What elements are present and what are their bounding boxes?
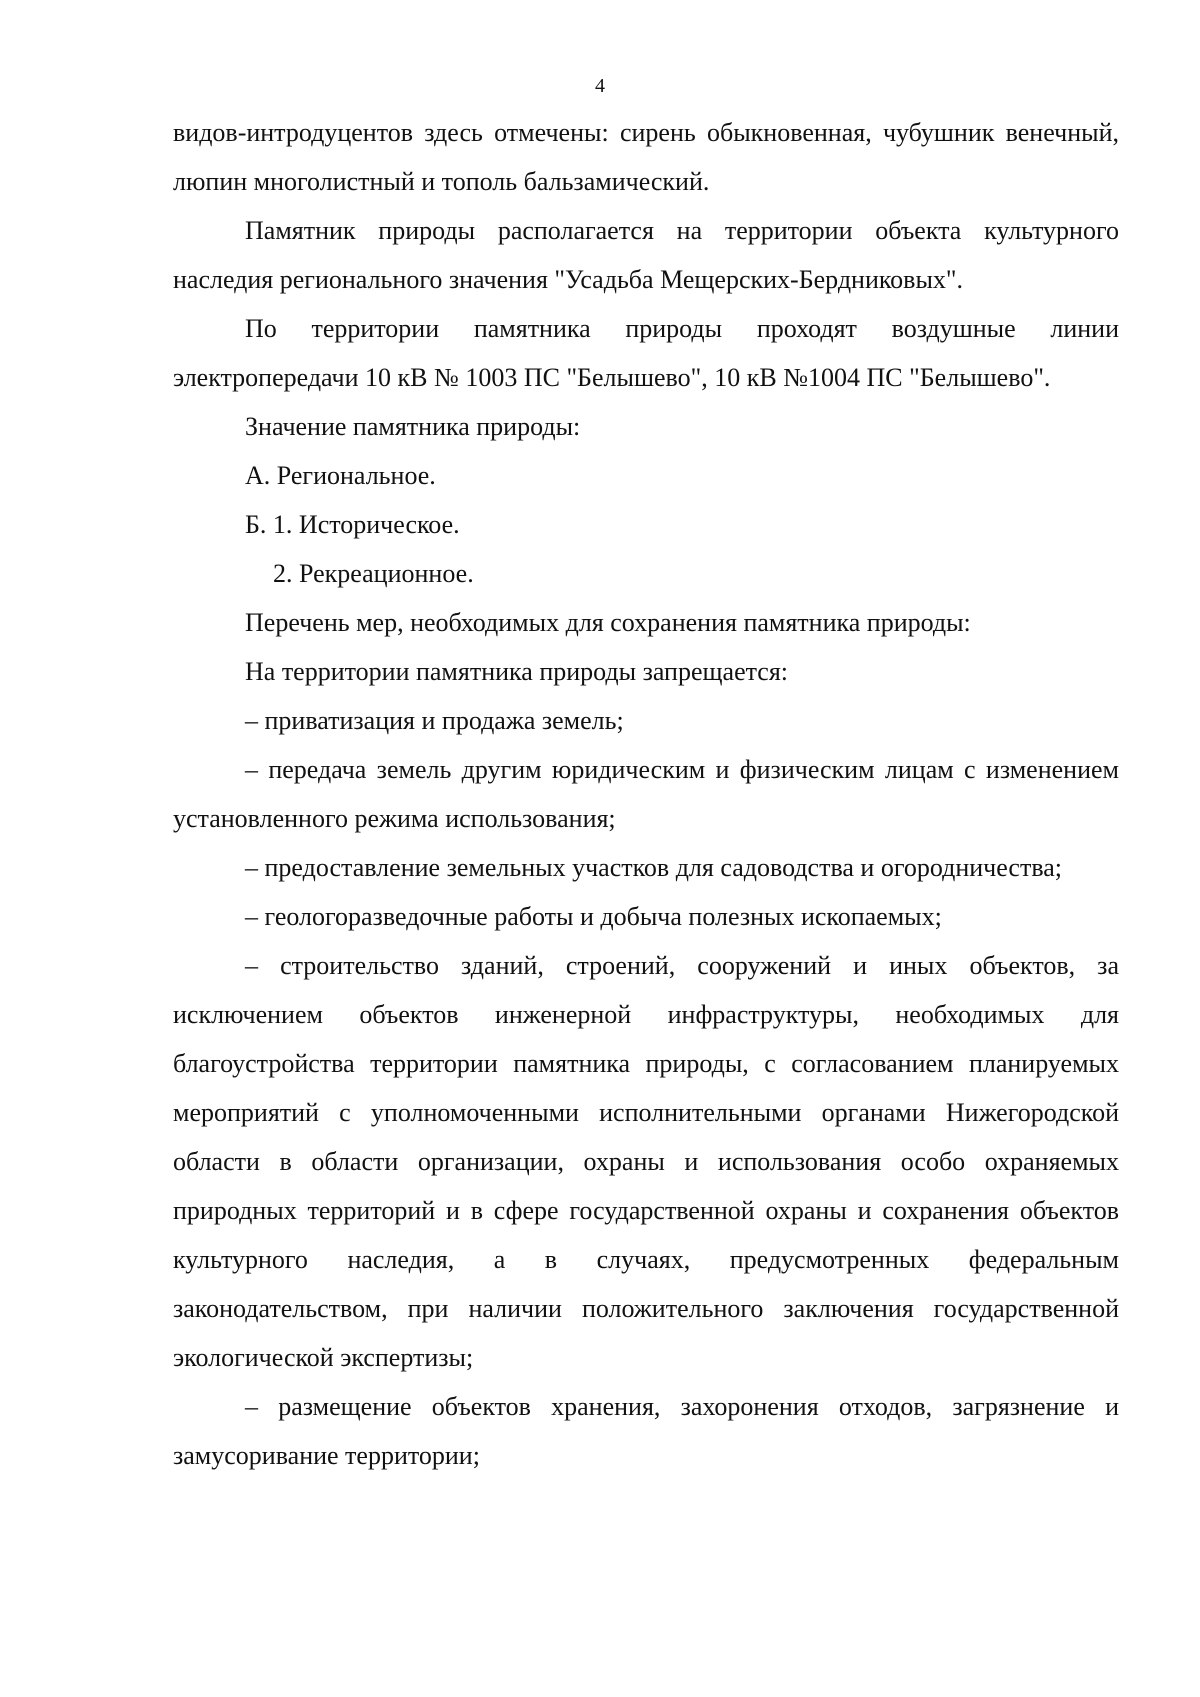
paragraph-species: видов-интродуцентов здесь отмечены: сирень обыкновенная, чубушник венечный, люпин многолистный и тополь бальзамический. (173, 118, 1119, 196)
paragraph-significance-heading: Значение памятника природы: (245, 412, 581, 441)
paragraph-heritage-site: Памятник природы располагается на территории объекта культурного наследия регионального значения "Усадьба Мещерских-Бердниковых". (173, 216, 1119, 294)
page-number: 4 (595, 75, 605, 97)
list-item-construction: – строительство зданий, строений, сооружений и иных объектов, за исключением объектов инженерной инфраструктуры, необходимых для благоустройства территории памятника природы, с согласованием планируемых мероприятий с уполномоченными исполнительными органами Нижегородской области в области организации, охраны и использования особо охраняемых природных территорий и в сфере государственной охраны и сохранения объектов культурного наследия, а в случаях, предусмотренных федеральным законодательством, при наличии положительного заключения государственной экологической экспертизы; (173, 951, 1119, 1372)
list-item-geology: – геологоразведочные работы и добыча полезных ископаемых; (245, 902, 942, 931)
list-item-garden-plots: – предоставление земельных участков для садоводства и огородничества; (245, 853, 1063, 882)
paragraph-measures-heading: Перечень мер, необходимых для сохранения памятника природы: (245, 608, 971, 637)
paragraph-power-lines: По территории памятника природы проходят воздушные линии электропередачи 10 кВ № 1003 ПС "Белышево", 10 кВ №1004 ПС "Белышево". (173, 314, 1119, 392)
list-item-land-transfer: – передача земель другим юридическим и физическим лицам с изменением установленного режима использования; (173, 755, 1119, 833)
paragraph-significance-a: А. Региональное. (245, 461, 436, 490)
paragraph-prohibited-heading: На территории памятника природы запрещается: (245, 657, 789, 686)
document-body (173, 108, 1119, 1480)
paragraph-significance-b1: Б. 1. Историческое. (245, 510, 460, 539)
list-item-waste: – размещение объектов хранения, захоронения отходов, загрязнение и замусоривание территории; (173, 1392, 1119, 1470)
list-item-privatization: – приватизация и продажа земель; (245, 706, 624, 735)
paragraph-significance-b2: 2. Рекреационное. (273, 559, 474, 588)
